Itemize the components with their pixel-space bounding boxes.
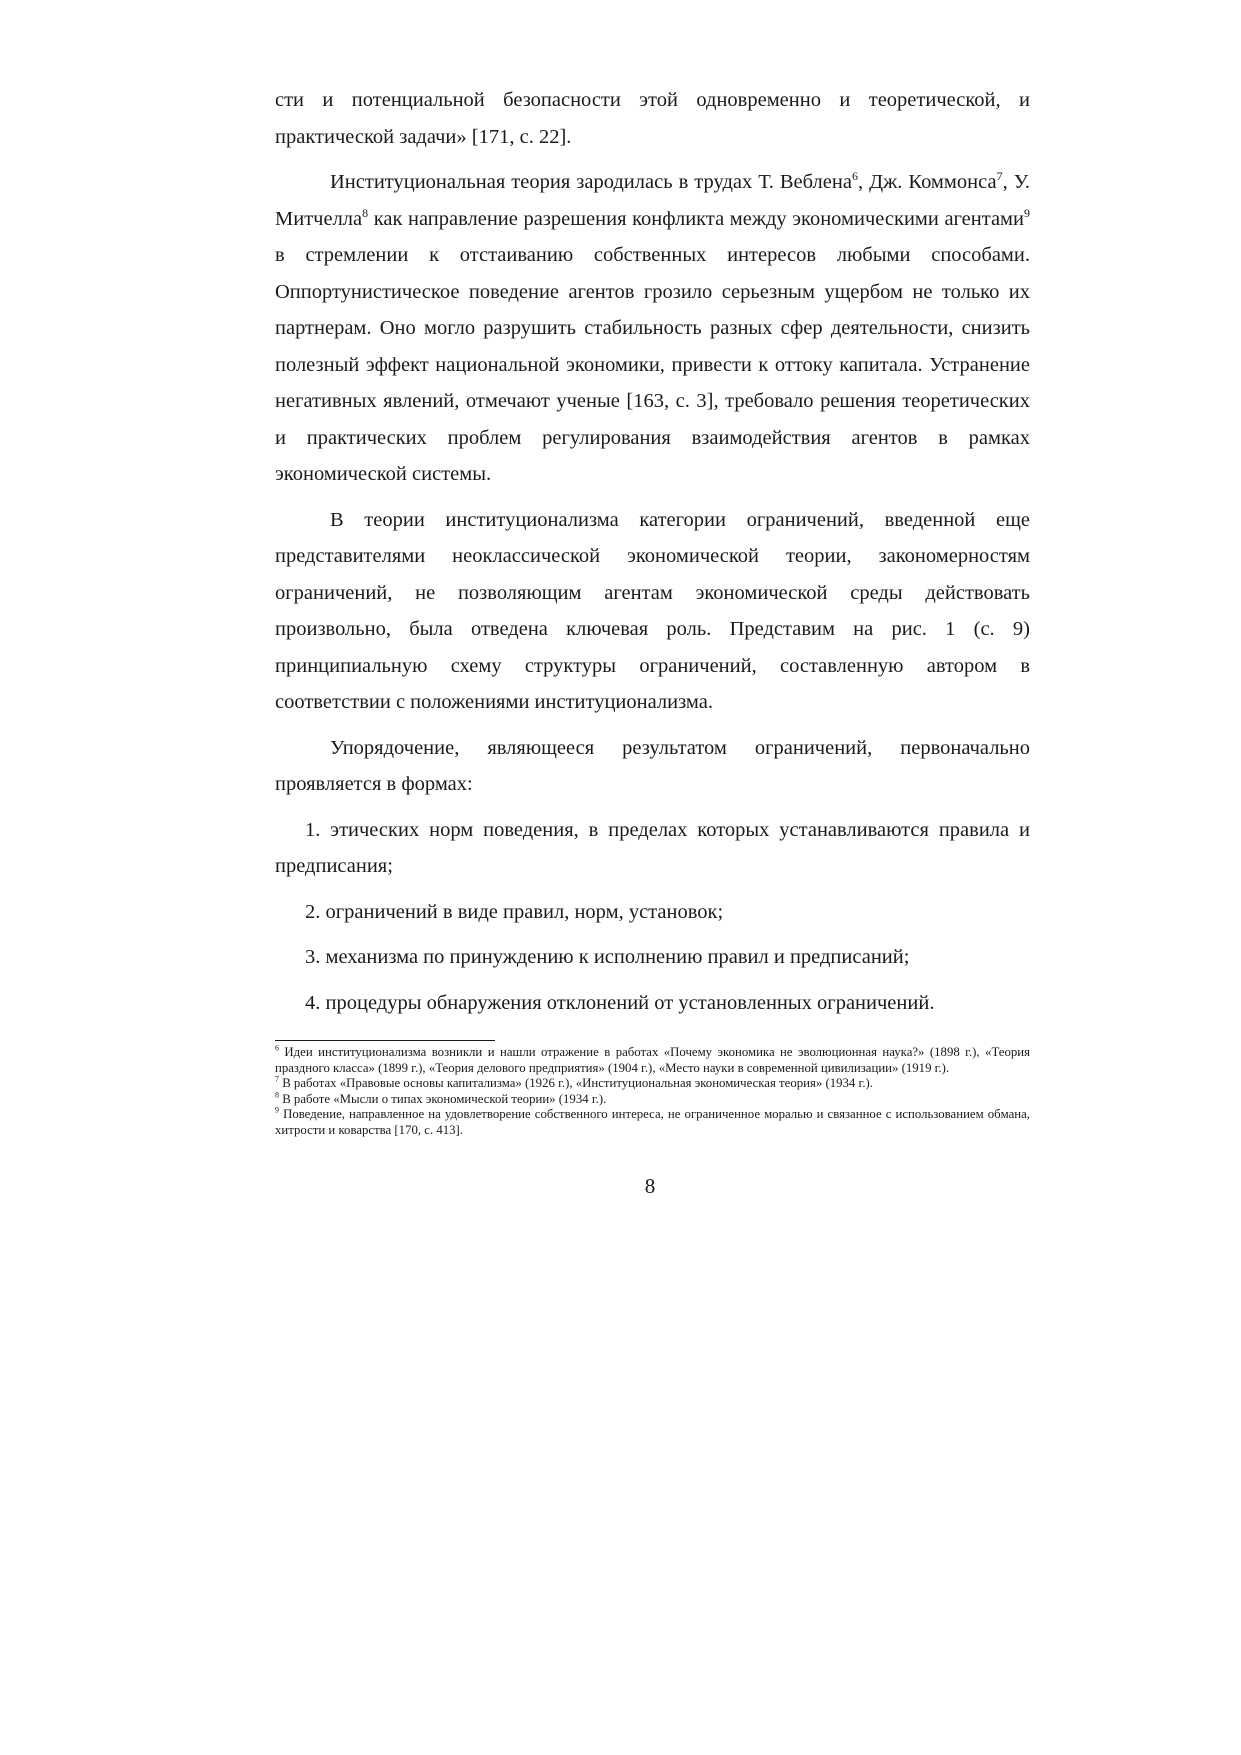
footnote-mark: 9 xyxy=(275,1106,279,1116)
text-run: как направление разрешения конфликта между экономическими агентами xyxy=(368,207,1024,230)
text-run: , У. Митчелла xyxy=(275,171,1031,230)
paragraph-continuation: сти и потенциальной безопасности этой одновременно и теоретической, и практической задачи» [171, с. 22]. xyxy=(275,89,1030,148)
text-run: , Дж. Коммонса xyxy=(857,171,997,193)
footnote-ref-6[interactable]: 6 xyxy=(851,169,858,184)
list-item: 3. механизма по принуждению к исполнению правил и предписаний; xyxy=(305,946,910,968)
page-number: 8 xyxy=(644,1174,656,1198)
footnote-separator xyxy=(275,1040,495,1041)
footnote-ref-7[interactable]: 7 xyxy=(996,169,1003,184)
list-item: 4. процедуры обнаружения отклонений от установленных ограничений. xyxy=(305,991,935,1014)
list-item: 2. ограничений в виде правил, норм, установок; xyxy=(305,900,724,923)
footnote-mark: 7 xyxy=(275,1074,279,1084)
paragraph-constraints-theory: В теории институционализма категории ограничений, введенной еще представителями неоклассической экономической теории, закономерностям ограничений, не позволяющим агентам экономической среды действовать произвольно, была отведена ключевая роль. Представим на рис. 1 (с. 9) принципиальную схему структуры ограничений, составленную автором в соответствии с положениями институционализма. xyxy=(275,508,1030,713)
footnote-text: В работе «Мысли о типах экономической теории» (1934 г.). xyxy=(279,1091,607,1106)
footnote-text: Идеи институционализма возникли и нашли отражение в работах «Почему экономика не эволюционная наука?» (1898 г.), «Теория праздного класса» (1899 г.), «Теория делового предприятия» (1904 г.), «Место науки в современной цивилизации» (1919 г.). xyxy=(275,1045,1030,1075)
footnote-mark: 8 xyxy=(275,1090,279,1100)
footnote-7 xyxy=(275,1076,1030,1092)
footnote-text: Поведение, направленное на удовлетворение собственного интереса, не ограниченное моралью и связанное с использованием обмана, хитрости и коварства [170, с. 413]. xyxy=(275,1107,1030,1137)
footnote-8 xyxy=(275,1092,1030,1108)
text-run: Институциональная теория зародилась в трудах Т. Веблена xyxy=(330,171,852,193)
body-text xyxy=(275,82,1030,1021)
footnote-9 xyxy=(275,1107,1030,1138)
footnote-mark: 6 xyxy=(275,1043,279,1053)
paragraph-institutional-theory xyxy=(275,164,1030,493)
paragraph-ordering: Упорядочение, являющееся результатом ограничений, первоначально проявляется в формах: xyxy=(275,736,1030,795)
footnote-ref-8[interactable]: 8 xyxy=(362,205,369,220)
footnote-ref-9[interactable]: 9 xyxy=(1024,205,1030,220)
text-run: в стремлении к отстаиванию собственных интересов любыми способами. Оппортунистическое поведение агентов грозило серьезным ущербом не только их партнерам. Оно могло разрушить стабильность разных сфер деятельности, снизить полезный эффект национальной экономики, привести к оттоку капитала. Устранение негативных явлений, отмечают ученые [163, с. 3], требовало решения теоретических и практических проблем регулирования взаимодействия агентов в рамках экономической системы. xyxy=(275,244,1030,485)
footnote-text: В работах «Правовые основы капитализма» (1926 г.), «Институциональная экономическая теория» (1934 г.). xyxy=(279,1076,873,1091)
footnote-6 xyxy=(275,1045,1030,1076)
footnotes xyxy=(275,1045,1030,1139)
list-item: 1. этических норм поведения, в пределах которых устанавливаются правила и предписания; xyxy=(275,818,1030,877)
